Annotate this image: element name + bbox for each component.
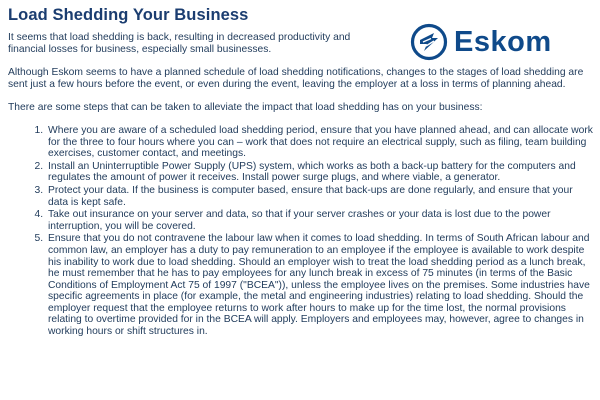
eskom-logo-icon xyxy=(410,23,448,61)
list-item: 4. Take out insurance on your server and data, so that if your server crashes or your data is lost due to the power interruption, you will be covered. xyxy=(46,209,594,232)
intro-paragraph: It seems that load shedding is back, resulting in decreased productivity and financial losses for business, especially small businesses. xyxy=(8,32,351,55)
list-item: 1. Where you are aware of a scheduled load shedding period, ensure that you have planned ahead, and can allocate work for the three to four hours where you can – work that does not require an electrical supply, such as filing, team building exercises, customer contact, and meetings. xyxy=(46,125,594,160)
eskom-logo-text: Eskom xyxy=(454,25,552,58)
list-item: 5. Ensure that you do not contravene the labour law when it comes to load shedding. In terms of South African labour and common law, an employer has a duty to pay remuneration to an employee if the employee is available to work despite his inability to work due to load shedding. Should an employer wish to treat the load shedding period as a lunch break, he must remember that he has to pay employees for any lunch break in excess of 75 minutes (in terms of the Basic Conditions of Employment Act 75 of 1997 ("BCEA")), unless the employee lives on the premises. Some industries have specific agreements in place (for example, the metal and engineering industries) relating to load shedding. Should the employer request that the employee returns to work after hours to make up for the time lost, the normal provisions relating to overtime provided for in the BCEA will apply. Employers and employees may, however, agree to changes in working hours or shift structures in. xyxy=(46,233,594,337)
list-item: 2. Install an Uninterruptible Power Supply (UPS) system, which works as both a back-up battery for the computers and regulates the amount of power it receives. Install power surge plugs, and where viable, a generator. xyxy=(46,161,594,184)
steps-intro-paragraph: There are some steps that can be taken to alleviate the impact that load shedding has on your business: xyxy=(8,102,483,114)
list-item: 3. Protect your data. If the business is computer based, ensure that back-ups are done regularly, and ensure that your data is kept safe. xyxy=(46,185,594,208)
page-title: Load Shedding Your Business xyxy=(8,6,249,24)
eskom-logo xyxy=(410,22,586,62)
schedule-paragraph: Although Eskom seems to have a planned schedule of load shedding notifications, changes to the stages of load shedding are sent just a few hours before the event, or even during the event, leaving the employer at a loss in terms of planning ahead. xyxy=(8,67,584,90)
steps-list xyxy=(8,125,594,338)
